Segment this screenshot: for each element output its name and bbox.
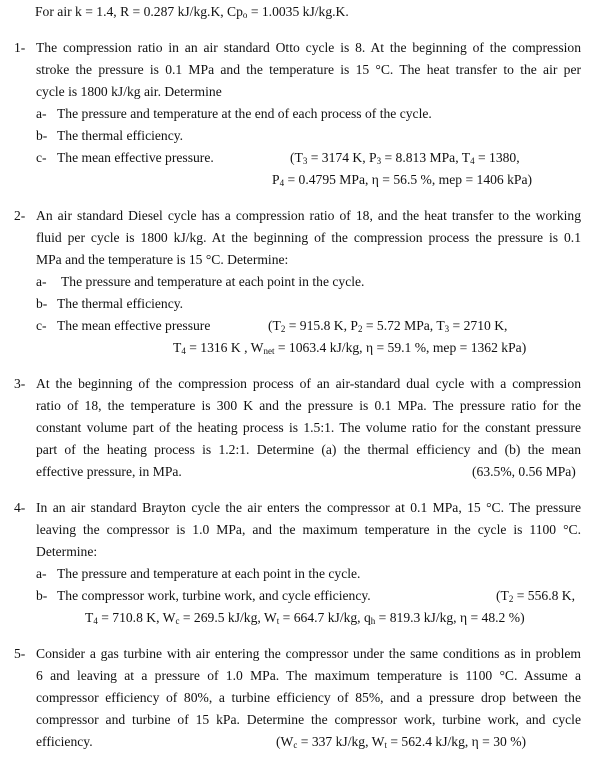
- list-item: The pressure and temperature at each point in the cycle.: [61, 274, 365, 289]
- problem-text: In an air standard Brayton cycle the air enters the compressor at 0.1 MPa, 15 °C. The pressure: [36, 500, 581, 515]
- problem-text: constant volume part of the heating process is 1.5:1. The volume ratio for the constant pressure: [36, 420, 581, 435]
- problem-text: compressor efficiency of 80%, a turbine efficiency of 85%, and a pressure drop between the: [36, 690, 581, 705]
- list-item: The pressure and temperature at each point in the cycle.: [57, 566, 361, 581]
- list-item: The mean effective pressure: [57, 318, 211, 333]
- problem-text: cycle is 1800 kJ/kg air. Determine: [36, 84, 222, 99]
- answer: ($T_2 = 556.8$ K,: [496, 588, 576, 604]
- list-item-label: a-: [36, 106, 47, 121]
- problem-text: leaving the compressor is 1.0 MPa, and the maximum temperature in the cycle is 1100 °C.: [36, 522, 581, 537]
- list-item-label: a-: [36, 566, 47, 581]
- problem-number: 3-: [14, 376, 26, 391]
- problem-text: stroke the pressure is 0.1 MPa and the temperature is 15 °C. The heat transfer to the air per: [36, 62, 581, 77]
- problem-number: 2-: [14, 208, 26, 223]
- problem-text: compressor and turbine of 15 kPa. Determine the compressor work, turbine work, and cycle: [36, 712, 581, 727]
- list-item-label: b-: [36, 296, 48, 311]
- answer: ($W_c = 337$ kJ/kg, $W_t = 562.4$ kJ/kg, η = 30 %): [276, 734, 527, 750]
- problem-text: ratio of 18, the temperature is 300 K and the pressure is 0.1 MPa. The pressure ratio for the: [36, 398, 581, 413]
- list-item: The pressure and temperature at the end of each process of the cycle.: [57, 106, 432, 121]
- list-item-label: b-: [36, 128, 48, 143]
- given-data: For air k = 1.4, R = 0.287 kJ/kg.K, $Cp_o = 1.0035$ kJ/kg.K.: [35, 4, 349, 20]
- problem-text: part of the heating process is 1.2:1. Determine (a) the thermal efficiency and (b) the mean: [36, 442, 581, 457]
- problem-text: 6 and leaving at a pressure of 1.0 MPa. The maximum temperature is 1100 °C. Assume a: [36, 668, 581, 683]
- list-item-label: c-: [36, 150, 47, 165]
- problem-text: At the beginning of the compression process of an air-standard dual cycle with a compression: [36, 376, 581, 391]
- problem-text: efficiency.: [36, 734, 93, 749]
- answer: $T_4 = 710.8$ K, $W_c = 269.5$ kJ/kg, $W_t = 664.7$ kJ/kg, $q_h = 819.3$ kJ/kg, η = 48.2 %): [85, 610, 525, 626]
- problem-number: 5-: [14, 646, 26, 661]
- answer: $T_4 = 1316$ K , $W_{net} = 1063.4$ kJ/kg, η = 59.1 %, mep = 1362 kPa): [173, 340, 527, 356]
- problem-text: fluid per cycle is 1800 kJ/kg. At the beginning of the compression process the pressure is 0.1: [36, 230, 581, 245]
- problem-text: Consider a gas turbine with air entering the compressor under the same conditions as in problem: [36, 646, 581, 661]
- list-item: The mean effective pressure.: [57, 150, 214, 165]
- answer: (63.5%, 0.56 MPa): [472, 464, 576, 479]
- problem-text: The compression ratio in an air standard Otto cycle is 8. At the beginning of the compression: [36, 40, 581, 55]
- answer: ($T_2 = 915.8$ K, $P_2 = 5.72$ MPa, $T_3 = 2710$ K,: [268, 318, 508, 334]
- problem-number: 1-: [14, 40, 26, 55]
- answer: $P_4 = 0.4795$ MPa, η = 56.5 %, mep = 1406 kPa): [272, 172, 533, 188]
- list-item: The compressor work, turbine work, and cycle efficiency.: [57, 588, 371, 603]
- list-item-label: a-: [36, 274, 47, 289]
- problem-number: 4-: [14, 500, 26, 515]
- list-item: The thermal efficiency.: [57, 296, 184, 311]
- list-item: The thermal efficiency.: [57, 128, 184, 143]
- problem-text: An air standard Diesel cycle has a compression ratio of 18, and the heat transfer to the working: [36, 208, 581, 223]
- problem-text: MPa and the temperature is 15 °C. Determine:: [36, 252, 289, 267]
- list-item-label: c-: [36, 318, 47, 333]
- problem-text: effective pressure, in MPa.: [36, 464, 182, 479]
- answer: ($T_3 = 3174$ K, $P_3 = 8.813$ MPa, $T_4 = 1380$,: [290, 150, 520, 166]
- problem-text: Determine:: [36, 544, 98, 559]
- list-item-label: b-: [36, 588, 48, 603]
